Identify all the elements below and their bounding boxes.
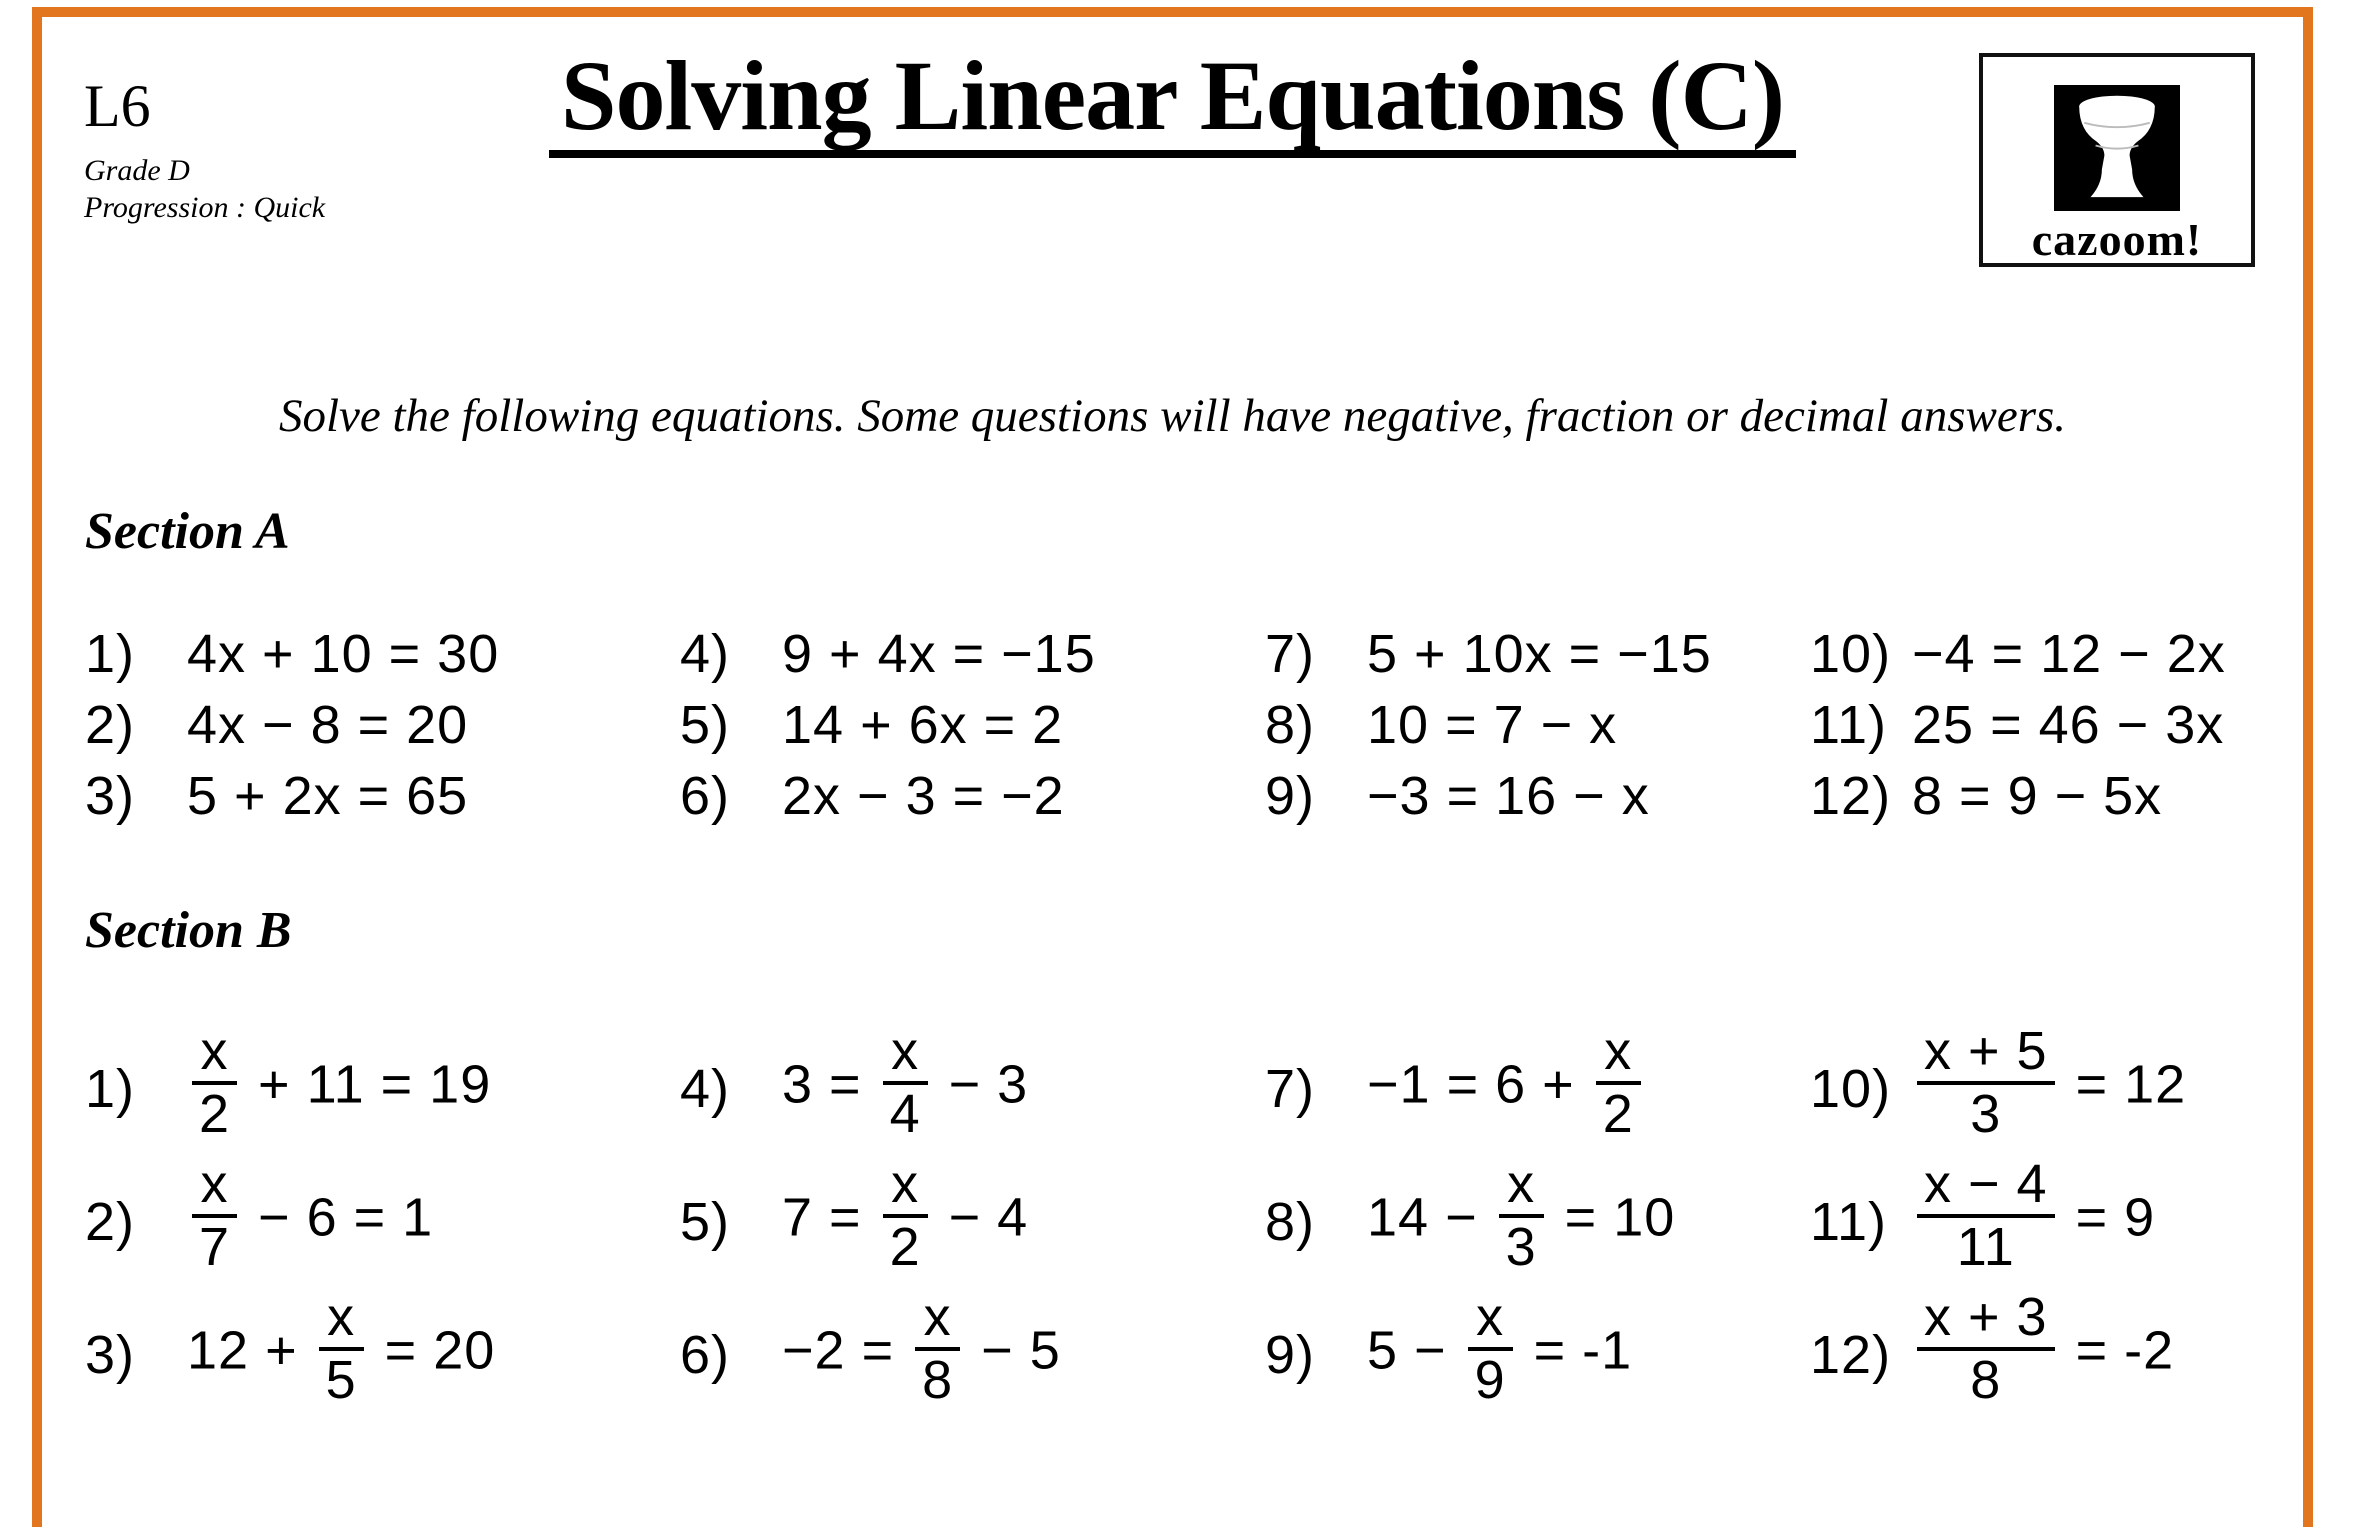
fraction	[1917, 1021, 2055, 1145]
question-number: 8)	[1265, 1191, 1316, 1252]
section-b-question-7	[1265, 1022, 1810, 1155]
section-b-question-12	[1810, 1288, 2186, 1421]
fraction-numerator: x	[1604, 1021, 1633, 1082]
section-b-question-1	[85, 1022, 680, 1155]
logo-wordmark: cazoom!	[2031, 214, 2203, 265]
equation-expression	[187, 1287, 496, 1413]
fraction	[1468, 1287, 1513, 1411]
question-number: 2)	[85, 1191, 136, 1252]
equation-text: 14 + 6x = 2	[782, 694, 1064, 755]
equation-text: 7 =	[782, 1187, 878, 1248]
section-b-question-4	[680, 1022, 1265, 1155]
section-a-question-1	[85, 618, 680, 689]
equation-expression	[1367, 623, 1712, 685]
fraction	[192, 1021, 237, 1145]
section-b-question-6	[680, 1288, 1265, 1421]
equation-expression	[782, 1287, 1061, 1413]
section-b-question-11	[1810, 1155, 2186, 1288]
question-number: 11)	[1810, 694, 1888, 755]
equation-expression	[1912, 1287, 2175, 1413]
fraction	[1917, 1154, 2055, 1278]
section-a-question-10	[1810, 618, 2226, 689]
equation-expression	[782, 1154, 1029, 1280]
section-a-questions	[85, 618, 2226, 831]
fraction-numerator: x	[200, 1154, 229, 1215]
question-number: 12)	[1810, 765, 1892, 826]
fraction-denominator: 2	[883, 1214, 928, 1275]
equation-text: 4x + 10 = 30	[187, 623, 500, 684]
section-a-question-9	[1265, 760, 1810, 831]
equation-expression	[1912, 623, 2226, 685]
equation-text: = 12	[2059, 1054, 2187, 1115]
equation-text: 8 = 9 − 5x	[1912, 765, 2163, 826]
section-b-heading: Section B	[85, 902, 292, 959]
fraction-numerator: x	[327, 1287, 356, 1348]
fraction-numerator: x	[891, 1154, 920, 1215]
question-number: 9)	[1265, 1324, 1316, 1385]
equation-text: 9 + 4x = −15	[782, 623, 1096, 684]
equation-expression	[187, 694, 468, 756]
equation-expression	[1367, 1287, 1633, 1413]
equation-expression	[782, 623, 1096, 685]
fraction-numerator: x + 3	[1924, 1287, 2048, 1348]
fraction	[1917, 1287, 2055, 1411]
section-a-question-4	[680, 618, 1265, 689]
section-b-question-2	[85, 1155, 680, 1288]
question-number: 6)	[680, 765, 731, 826]
equation-expression	[782, 1021, 1029, 1147]
worksheet-border	[32, 7, 2313, 1527]
section-a-question-12	[1810, 760, 2226, 831]
fraction-numerator: x + 5	[1924, 1021, 2048, 1082]
equation-text: − 5	[965, 1320, 1061, 1381]
equation-expression	[1912, 694, 2224, 756]
equation-text: = -1	[1517, 1320, 1633, 1381]
section-b-questions	[85, 1022, 2186, 1421]
equation-text: 4x − 8 = 20	[187, 694, 469, 755]
fraction-denominator: 8	[915, 1347, 960, 1408]
equation-expression	[1367, 1154, 1676, 1280]
worksheet-page	[42, 17, 2303, 1527]
fraction-denominator: 9	[1468, 1347, 1513, 1408]
section-a-question-2	[85, 689, 680, 760]
question-number: 1)	[85, 623, 136, 684]
title-area	[42, 40, 2303, 158]
instructions-text: Solve the following equations. Some questions will have negative, fraction or decimal answers.	[278, 390, 2067, 442]
fraction-denominator: 2	[1596, 1081, 1641, 1142]
equation-expression	[187, 765, 468, 827]
fraction-denominator: 4	[883, 1081, 928, 1142]
progression-label: Progression : Quick	[84, 191, 326, 224]
equation-text: 12 +	[187, 1320, 314, 1381]
equation-expression	[1912, 765, 2162, 827]
question-number: 6)	[680, 1324, 731, 1385]
fraction	[883, 1154, 928, 1278]
fraction	[319, 1287, 364, 1411]
equation-text: −3 = 16 − x	[1367, 765, 1650, 826]
equation-expression	[782, 694, 1063, 756]
equation-expression	[782, 765, 1065, 827]
fraction-numerator: x	[923, 1287, 952, 1348]
question-number: 3)	[85, 1324, 136, 1385]
equation-text: 14 −	[1367, 1187, 1494, 1248]
fraction-numerator: x − 4	[1924, 1154, 2048, 1215]
question-number: 1)	[85, 1058, 136, 1119]
question-number: 12)	[1810, 1324, 1892, 1385]
equation-expression	[1367, 1021, 1646, 1147]
question-number: 5)	[680, 694, 731, 755]
section-a-question-7	[1265, 618, 1810, 689]
equation-text: − 4	[932, 1187, 1029, 1248]
fraction-denominator: 3	[1499, 1214, 1544, 1275]
equation-expression	[1912, 1154, 2156, 1280]
question-number: 11)	[1810, 1191, 1888, 1252]
equation-text: 10 = 7 − x	[1367, 694, 1618, 755]
page-title: Solving Linear Equations (C)	[549, 43, 1796, 158]
equation-text: = 10	[1548, 1187, 1676, 1248]
cazoom-logo	[1979, 53, 2255, 267]
equation-text: = 9	[2059, 1187, 2156, 1248]
section-b-question-3	[85, 1288, 680, 1421]
question-number: 7)	[1265, 1058, 1316, 1119]
fraction-denominator: 8	[1917, 1347, 2055, 1408]
fraction	[915, 1287, 960, 1411]
equation-expression	[187, 623, 499, 685]
section-a-question-3	[85, 760, 680, 831]
section-b-question-5	[680, 1155, 1265, 1288]
equation-text: 3 =	[782, 1054, 878, 1115]
equation-text: −4 = 12 − 2x	[1912, 623, 2226, 684]
djembe-drum-icon	[2054, 85, 2180, 211]
fraction	[1596, 1021, 1641, 1145]
grade-label: Grade D	[84, 154, 190, 187]
question-number: 3)	[85, 765, 136, 826]
equation-text: −2 =	[782, 1320, 911, 1381]
equation-text: 5 + 10x = −15	[1367, 623, 1712, 684]
fraction-denominator: 7	[192, 1214, 237, 1275]
question-number: 10)	[1810, 1058, 1892, 1119]
question-number: 10)	[1810, 623, 1892, 684]
equation-text: 2x − 3 = −2	[782, 765, 1065, 826]
fraction	[192, 1154, 237, 1278]
equation-text: 25 = 46 − 3x	[1912, 694, 2225, 755]
section-b-question-8	[1265, 1155, 1810, 1288]
question-number: 4)	[680, 623, 731, 684]
section-a-question-6	[680, 760, 1265, 831]
question-number: 5)	[680, 1191, 731, 1252]
section-a-heading: Section A	[85, 503, 290, 560]
equation-expression	[1912, 1021, 2187, 1147]
fraction	[1499, 1154, 1544, 1278]
fraction-denominator: 5	[319, 1347, 364, 1408]
equation-text: − 3	[932, 1054, 1029, 1115]
question-number: 7)	[1265, 623, 1316, 684]
equation-expression	[187, 1021, 492, 1147]
section-b-question-10	[1810, 1022, 2186, 1155]
section-a-question-11	[1810, 689, 2226, 760]
level-badge: L6	[84, 73, 151, 139]
equation-expression	[187, 1154, 434, 1280]
equation-text: 5 + 2x = 65	[187, 765, 469, 826]
equation-text: = 20	[368, 1320, 496, 1381]
question-number: 8)	[1265, 694, 1316, 755]
equation-text: = -2	[2059, 1320, 2175, 1381]
equation-text: − 6 = 1	[242, 1187, 434, 1248]
section-a-question-8	[1265, 689, 1810, 760]
fraction-denominator: 3	[1917, 1081, 2055, 1142]
fraction-denominator: 11	[1917, 1214, 2055, 1275]
section-a-question-5	[680, 689, 1265, 760]
fraction-numerator: x	[200, 1021, 229, 1082]
fraction-numerator: x	[1476, 1287, 1505, 1348]
fraction-numerator: x	[1507, 1154, 1536, 1215]
section-b-question-9	[1265, 1288, 1810, 1421]
question-number: 2)	[85, 694, 136, 755]
equation-expression	[1367, 765, 1650, 827]
equation-text: −1 = 6 +	[1367, 1054, 1591, 1115]
question-number: 9)	[1265, 765, 1316, 826]
fraction	[883, 1021, 928, 1145]
equation-text: 5 −	[1367, 1320, 1463, 1381]
fraction-denominator: 2	[192, 1081, 237, 1142]
fraction-numerator: x	[891, 1021, 920, 1082]
equation-text: + 11 = 19	[242, 1054, 492, 1115]
question-number: 4)	[680, 1058, 731, 1119]
equation-expression	[1367, 694, 1617, 756]
